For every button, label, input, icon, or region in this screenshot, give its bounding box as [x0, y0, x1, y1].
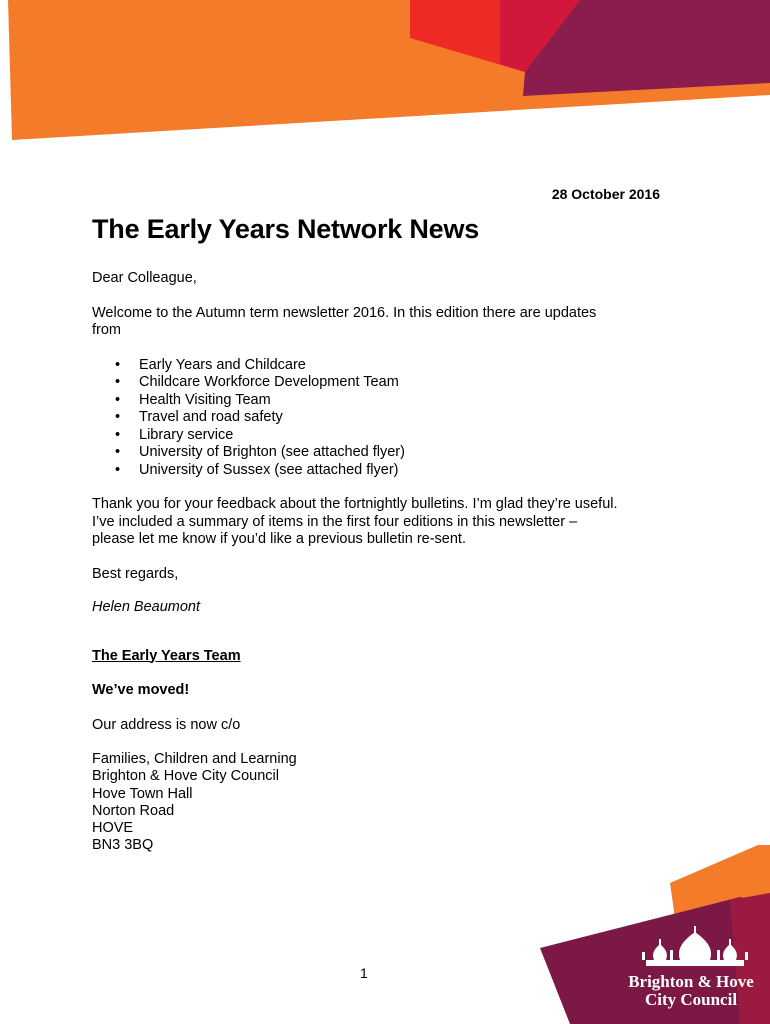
list-item-label: University of Sussex (see attached flyer)	[139, 461, 399, 478]
feedback-line: Thank you for your feedback about the fortnightly bulletins. I’m glad they’re useful.	[92, 496, 618, 512]
list-item	[92, 374, 652, 392]
bullet-icon: •	[115, 356, 121, 373]
header-banner	[0, 0, 770, 140]
list-item	[92, 392, 652, 410]
feedback-paragraph	[92, 496, 652, 549]
closing: Best regards,	[92, 565, 179, 582]
newsletter-title: The Early Years Network News	[92, 214, 480, 244]
address-intro: Our address is now c/o	[92, 716, 241, 733]
royal-pavilion-icon	[640, 926, 750, 972]
updates-list	[92, 357, 652, 480]
section-heading: The Early Years Team	[92, 647, 241, 664]
list-item	[92, 427, 652, 445]
greeting: Dear Colleague,	[92, 270, 197, 286]
newsletter-date: 28 October 2016	[551, 186, 660, 202]
logo-line: Brighton & Hove	[628, 972, 754, 991]
list-item-label: Health Visiting Team	[139, 391, 271, 408]
list-item-label: Childcare Workforce Development Team	[139, 374, 399, 390]
list-item-label: Early Years and Childcare	[139, 356, 306, 373]
list-item-label: University of Brighton (see attached flyer)	[139, 444, 405, 460]
bullet-icon: •	[115, 461, 121, 478]
list-item	[92, 462, 652, 480]
signature: Helen Beaumont	[92, 599, 201, 615]
bullet-icon: •	[115, 391, 121, 408]
section-subheading: We’ve moved!	[92, 682, 190, 698]
intro-paragraph	[92, 305, 652, 340]
page-number: 1	[360, 965, 368, 981]
bullet-icon: •	[115, 444, 121, 460]
list-item-label: Library service	[139, 426, 234, 443]
logo-line: City Council	[644, 990, 738, 1009]
postal-address	[92, 751, 652, 855]
intro-line: Welcome to the Autumn term newsletter 2016. In this edition there are updates	[92, 304, 597, 321]
feedback-line: please let me know if you’d like a previous bulletin re-sent.	[92, 531, 466, 547]
list-item	[92, 357, 652, 375]
address-line: Brighton & Hove City Council	[92, 768, 279, 785]
list-item	[92, 444, 652, 462]
intro-line: from	[92, 322, 121, 338]
letter-body	[92, 270, 652, 855]
list-item	[92, 409, 652, 427]
address-line: BN3 3BQ	[92, 837, 154, 854]
bullet-icon: •	[115, 409, 121, 425]
address-line: Norton Road	[92, 802, 175, 819]
list-item-label: Travel and road safety	[139, 409, 283, 425]
bullet-icon: •	[115, 374, 121, 390]
address-line: Families, Children and Learning	[92, 751, 297, 767]
bullet-icon: •	[115, 426, 121, 443]
address-line: HOVE	[92, 820, 134, 837]
feedback-line: I’ve included a summary of items in the first four editions in this newsletter –	[92, 513, 578, 530]
address-line: Hove Town Hall	[92, 785, 193, 802]
council-logo	[621, 973, 761, 1009]
